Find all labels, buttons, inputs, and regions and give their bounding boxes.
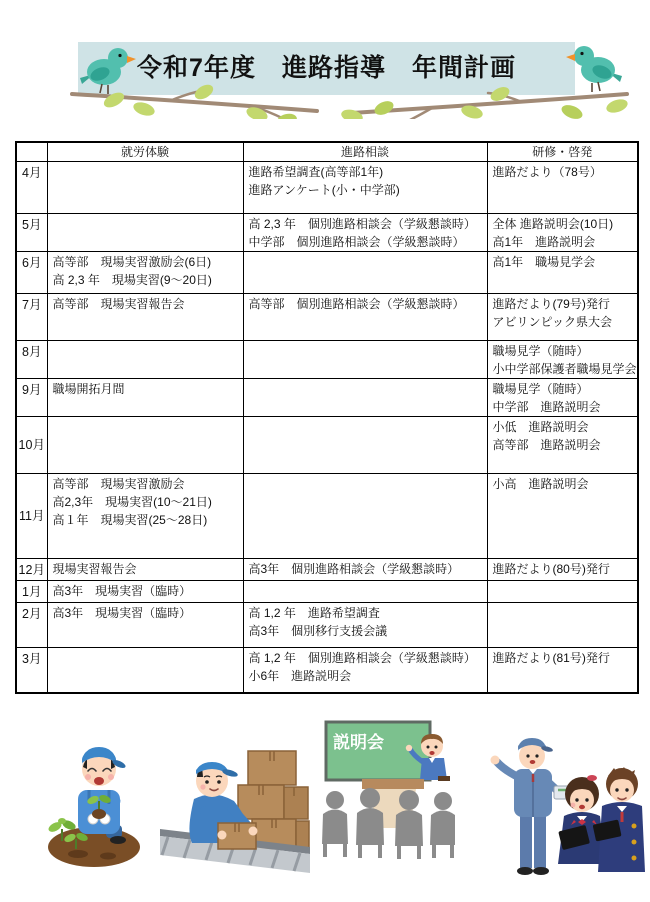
training-cell [487, 581, 638, 603]
plan-item: 職場開拓月間 [52, 382, 125, 396]
month-cell: 8月 [16, 341, 47, 379]
table-row [16, 648, 638, 693]
table-row [16, 294, 638, 341]
plan-item: 小6年 進路説明会 [248, 669, 352, 683]
plan-item: 中学部 個別進路相談会（学級懇談時） [248, 235, 465, 249]
plan-item: 高2,3年 現場実習(10～21日) [52, 495, 212, 509]
plan-item: 進路だより(81号)発行 [492, 651, 610, 665]
counsel-cell [243, 214, 487, 252]
work-cell [47, 581, 243, 603]
counsel-cell [243, 581, 487, 603]
plan-item: 小中学部保護者職場見学会 [492, 362, 637, 376]
plan-item: 高3年 個別移行支援会議 [248, 624, 388, 638]
plan-item: 職場見学（随時） [492, 344, 589, 358]
plan-item: アビリンピック県大会 [492, 315, 613, 329]
chalkboard-text: 説明会 [333, 733, 384, 752]
table-row [16, 603, 638, 648]
work-cell [47, 603, 243, 648]
plan-item: 高3年 個別進路相談会（学級懇談時） [248, 562, 460, 576]
month-cell: 2月 [16, 603, 47, 648]
month-cell: 11月 [16, 474, 47, 559]
plan-item: 小高 進路説明会 [492, 477, 589, 491]
training-cell [487, 417, 638, 474]
training-cell [487, 252, 638, 294]
col-header-training: 研修・啓発 [487, 142, 638, 162]
plan-item: 高3年 現場実習（臨時） [52, 606, 192, 620]
plan-item: 高1年 職場見学会 [492, 255, 596, 269]
plan-item: 高等部 個別進路相談会（学級懇談時） [248, 297, 465, 311]
conveyor-worker-illustration [160, 725, 310, 890]
table-row [16, 581, 638, 603]
counsel-cell [243, 162, 487, 214]
work-cell [47, 341, 243, 379]
training-cell [487, 648, 638, 693]
month-cell: 6月 [16, 252, 47, 294]
work-cell [47, 162, 243, 214]
table-row [16, 417, 638, 474]
plan-table-body [16, 162, 638, 693]
plan-item: 高等部 現場実習激励会(6日) [52, 255, 212, 269]
month-cell: 9月 [16, 379, 47, 417]
work-cell [47, 294, 243, 341]
plan-item: 高1年 進路説明会 [492, 235, 596, 249]
seminar-illustration [320, 716, 455, 861]
training-cell [487, 474, 638, 559]
col-header-work: 就労体験 [47, 142, 243, 162]
work-cell [47, 559, 243, 581]
training-cell [487, 214, 638, 252]
plan-item: 職場見学（随時） [492, 382, 589, 396]
work-cell [47, 252, 243, 294]
plan-item: 全体 進路説明会(10日) [492, 217, 614, 231]
plan-item: 進路希望調査(高等部1年) [248, 165, 384, 179]
plan-item: 高 2,3 年 個別進路相談会（学級懇談時） [248, 217, 476, 231]
table-row [16, 162, 638, 214]
table-row [16, 341, 638, 379]
counsel-cell [243, 379, 487, 417]
month-cell: 5月 [16, 214, 47, 252]
plan-table [15, 141, 639, 694]
table-row [16, 379, 638, 417]
work-cell [47, 214, 243, 252]
counsel-cell [243, 474, 487, 559]
plan-item: 高 1,2 年 進路希望調査 [248, 606, 380, 620]
training-cell [487, 162, 638, 214]
header-row [16, 142, 638, 162]
month-cell: 12月 [16, 559, 47, 581]
table-row [16, 559, 638, 581]
student-boy-icon [593, 767, 645, 872]
plan-item: 進路だより(79号)発行 [492, 297, 610, 311]
plan-item: 高 2,3 年 現場実習(9～20日) [52, 273, 212, 287]
workplace-visit-illustration [480, 722, 645, 894]
table-row [16, 214, 638, 252]
month-cell: 3月 [16, 648, 47, 693]
plan-item: 進路アンケート(小・中学部) [248, 183, 400, 197]
plan-item: 進路だより(80号)発行 [492, 562, 610, 576]
col-header-month [16, 142, 47, 162]
counsel-cell [243, 252, 487, 294]
training-cell [487, 559, 638, 581]
counsel-cell [243, 294, 487, 341]
work-cell [47, 648, 243, 693]
month-cell: 1月 [16, 581, 47, 603]
plan-item: 中学部 進路説明会 [492, 400, 601, 414]
training-cell [487, 603, 638, 648]
col-header-counsel: 進路相談 [243, 142, 487, 162]
page-title: 令和7年度 進路指導 年間計画 [137, 54, 516, 82]
plan-item: 進路だより（78号） [492, 165, 602, 179]
plan-item: 高等部 現場実習激励会 [52, 477, 185, 491]
table-row [16, 474, 638, 559]
work-cell [47, 474, 243, 559]
training-cell [487, 294, 638, 341]
counsel-cell [243, 417, 487, 474]
planting-worker-illustration [42, 727, 142, 877]
plan-item: 高 1,2 年 個別進路相談会（学級懇談時） [248, 651, 476, 665]
plan-item: 高等部 現場実習報告会 [52, 297, 185, 311]
training-cell [487, 379, 638, 417]
table-row [16, 252, 638, 294]
work-cell [47, 379, 243, 417]
plan-item: 高3年 現場実習（臨時） [52, 584, 192, 598]
counsel-cell [243, 648, 487, 693]
month-cell: 10月 [16, 417, 47, 474]
plan-item: 高等部 進路説明会 [492, 438, 601, 452]
counsel-cell [243, 341, 487, 379]
plan-item: 小低 進路説明会 [492, 420, 589, 434]
month-cell: 7月 [16, 294, 47, 341]
training-cell [487, 341, 638, 379]
counsel-cell [243, 559, 487, 581]
plan-item: 高１年 現場実習(25～28日) [52, 513, 208, 527]
work-cell [47, 417, 243, 474]
month-cell: 4月 [16, 162, 47, 214]
plan-item: 現場実習報告会 [52, 562, 137, 576]
counsel-cell [243, 603, 487, 648]
